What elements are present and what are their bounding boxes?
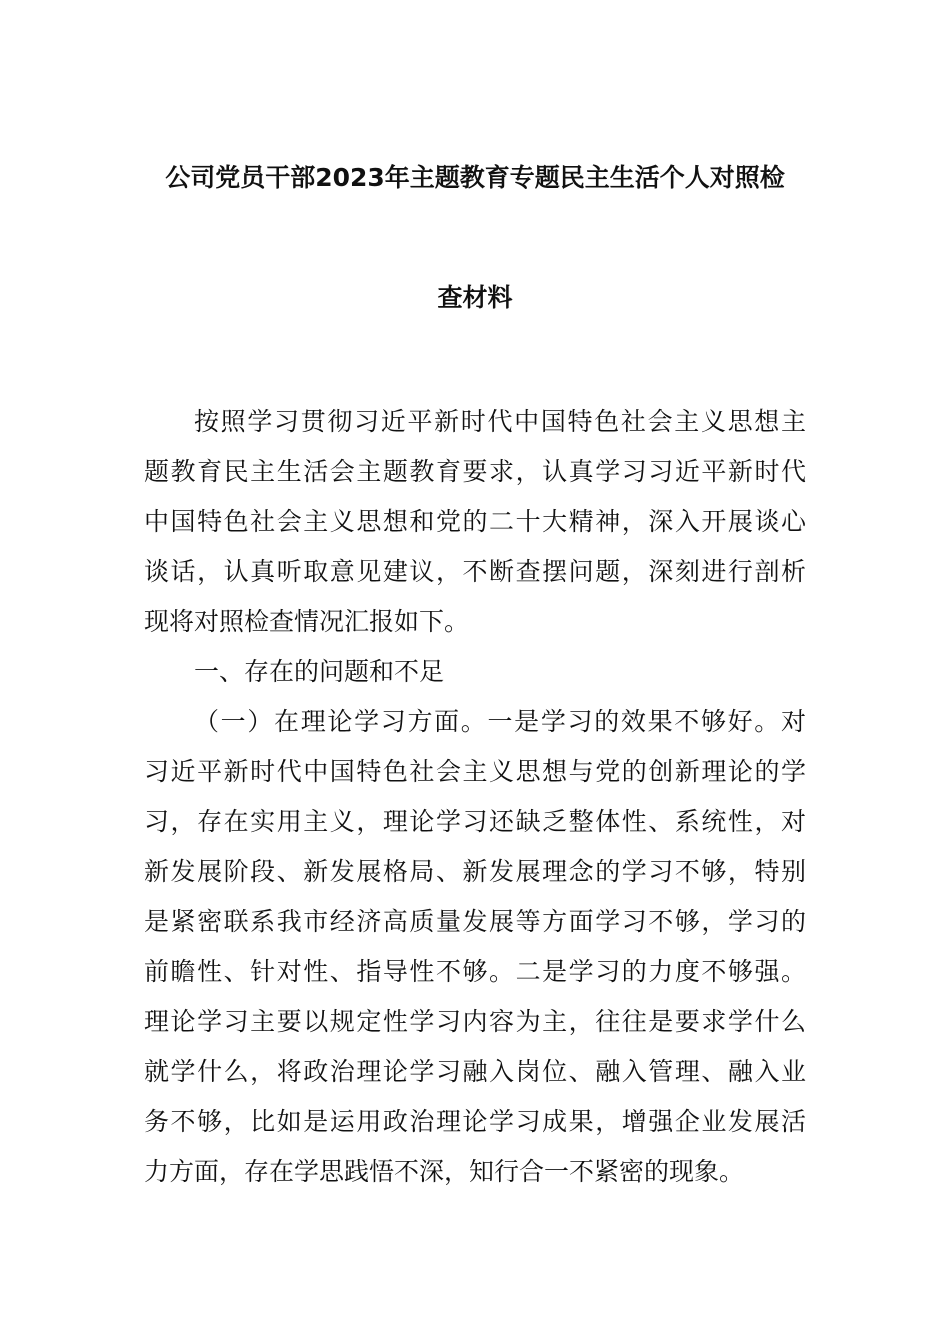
paragraph-line: 中国特色社会主义思想和党的二十大精神，深入开展谈心 xyxy=(144,507,806,536)
paragraph-line: 新发展阶段、新发展格局、新发展理念的学习不够，特别 xyxy=(144,857,806,886)
section-heading: 一、存在的问题和不足 xyxy=(194,657,445,686)
paragraph-line: 前瞻性、针对性、指导性不够。二是学习的力度不够强。 xyxy=(144,957,806,986)
paragraph-line: 按照学习贯彻习近平新时代中国特色社会主义思想主 xyxy=(194,407,806,436)
paragraph-line: 习近平新时代中国特色社会主义思想与党的创新理论的学 xyxy=(144,757,806,786)
paragraph-line: 题教育民主生活会主题教育要求，认真学习习近平新时代 xyxy=(144,457,806,486)
paragraph-line: （一）在理论学习方面。一是学习的效果不够好。对 xyxy=(194,707,806,736)
paragraph-line: 现将对照检查情况汇报如下。 xyxy=(144,607,470,636)
paragraph-line: 就学什么，将政治理论学习融入岗位、融入管理、融入业 xyxy=(144,1057,806,1086)
paragraph-line: 谈话，认真听取意见建议，不断查摆问题，深刻进行剖析 xyxy=(144,557,806,586)
paragraph-line: 理论学习主要以规定性学习内容为主，往往是要求学什么 xyxy=(144,1007,806,1036)
paragraph-line: 习，存在实用主义，理论学习还缺乏整体性、系统性，对 xyxy=(144,807,806,836)
paragraph-line: 务不够，比如是运用政治理论学习成果，增强企业发展活 xyxy=(144,1107,806,1136)
paragraph-line: 是紧密联系我市经济高质量发展等方面学习不够，学习的 xyxy=(144,907,806,936)
document-title-line-2: 查材料 xyxy=(437,283,513,312)
document-title-line-1: 公司党员干部2023年主题教育专题民主生活个人对照检 xyxy=(165,163,785,192)
paragraph-line: 力方面，存在学思践悟不深，知行合一不紧密的现象。 xyxy=(144,1157,745,1186)
